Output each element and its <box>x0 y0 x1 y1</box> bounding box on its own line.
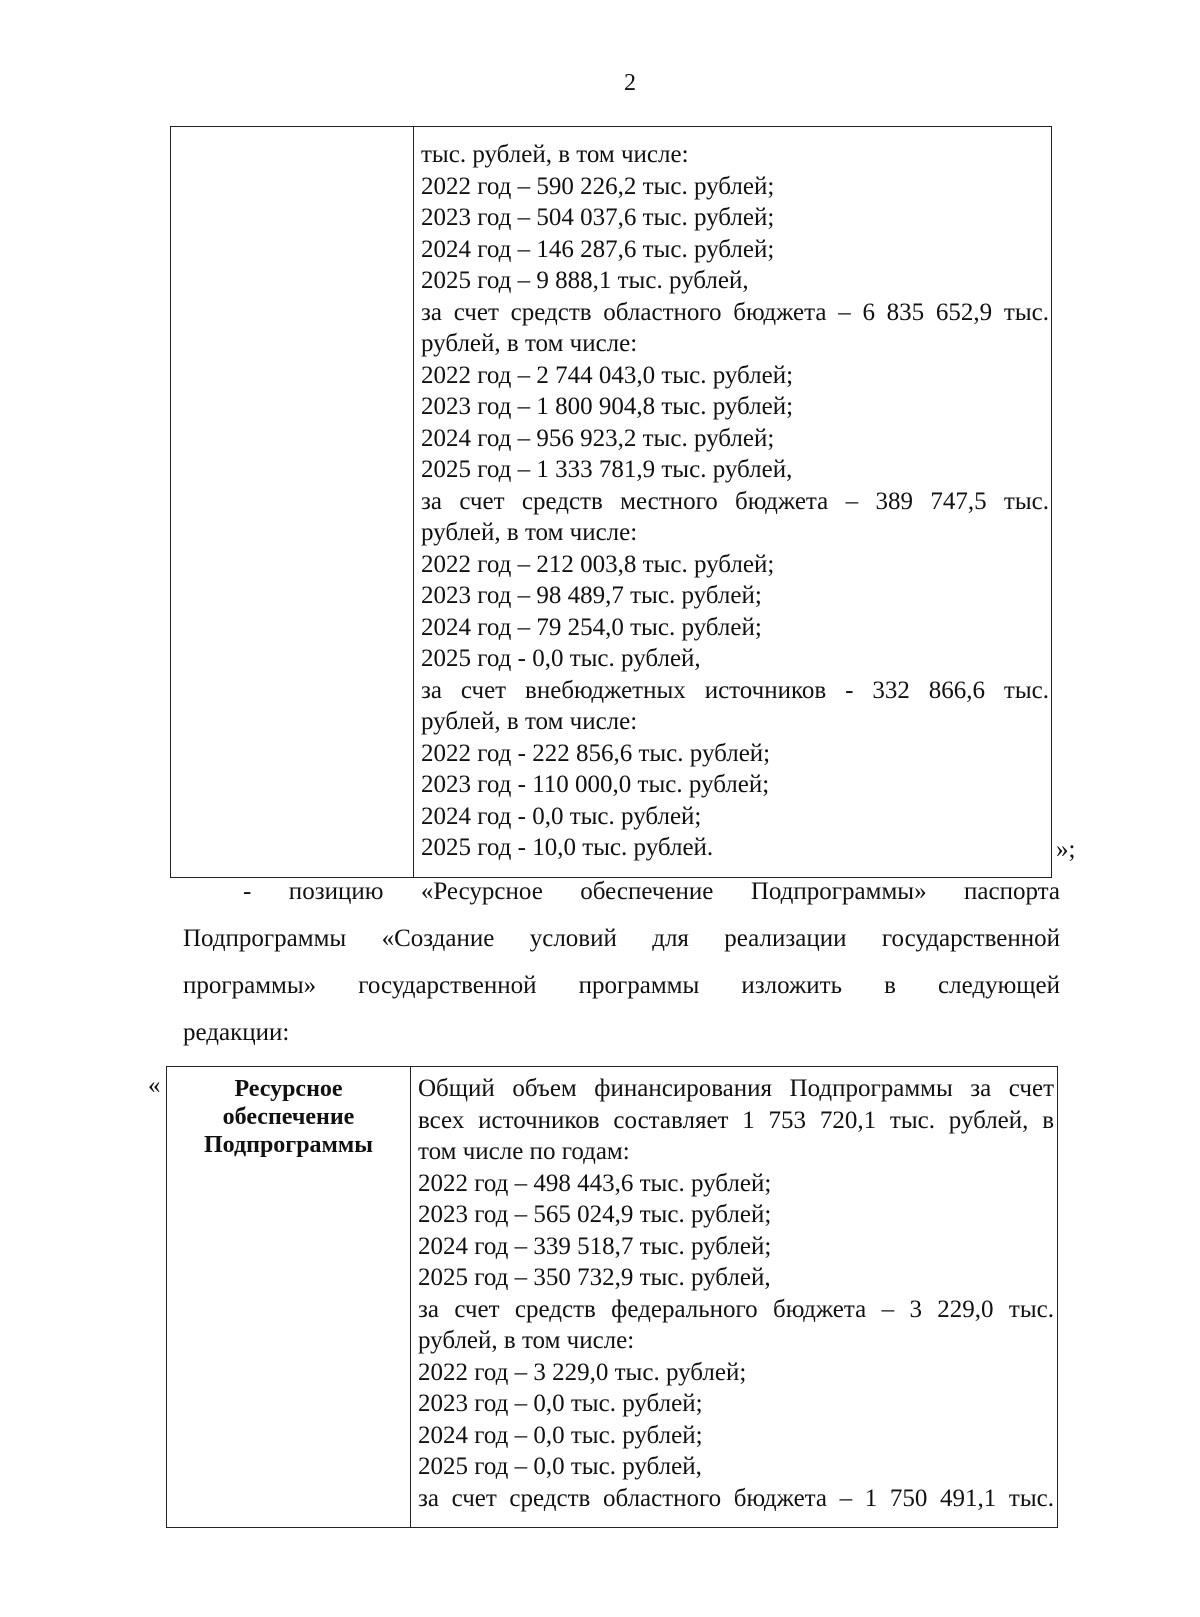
page-number: 2 <box>624 70 636 96</box>
table-line: всех источников составляет 1 753 720,1 тыс. рублей, в <box>418 1106 1054 1134</box>
paragraph-line: редакции: <box>183 1019 290 1046</box>
closing-quote: »; <box>1056 836 1076 863</box>
table-line: 2023 год – 565 024,9 тыс. рублей; <box>418 1201 772 1228</box>
table-line: 2025 год – 350 732,9 тыс. рублей, <box>418 1264 771 1291</box>
table-line: 2022 год – 498 443,6 тыс. рублей; <box>418 1169 772 1197</box>
table-line: 2024 год – 146 287,6 тыс. рублей; <box>421 235 775 263</box>
table-line: рублей, в том числе: <box>421 330 638 357</box>
table-line: за счет средств местного бюджета – 389 747,5 тыс. <box>421 487 1049 515</box>
row-label-line: Ресурсное <box>234 1076 343 1102</box>
table-line: за счет средств федерального бюджета – 3 229,0 тыс. <box>418 1295 1054 1323</box>
table-line: 2024 год – 339 518,7 тыс. рублей; <box>418 1232 772 1260</box>
paragraph-line: программы» государственной программы изложить в следующей <box>183 972 1060 999</box>
resource-table-continued <box>170 126 1052 878</box>
table-line: за счет средств областного бюджета – 6 835 652,9 тыс. <box>421 298 1049 326</box>
table-line: 2023 год – 0,0 тыс. рублей; <box>418 1390 703 1417</box>
table-line: за счет внебюджетных источников - 332 866,6 тыс. <box>421 676 1049 704</box>
paragraph-line: Подпрограммы «Создание условий для реализации государственной <box>183 925 1060 952</box>
table-line: рублей, в том числе: <box>421 519 638 546</box>
funding-details-cell <box>421 139 1049 864</box>
table-line: 2025 год – 9 888,1 тыс. рублей, <box>421 267 749 294</box>
instruction-paragraph <box>183 868 1060 1056</box>
table-line: 2023 год – 98 489,7 тыс. рублей; <box>421 582 762 609</box>
table-line: Общий объем финансирования Подпрограммы за счет <box>418 1075 1054 1102</box>
table-line: 2023 год - 110 000,0 тыс. рублей; <box>421 771 770 798</box>
table-line: 2022 год – 590 226,2 тыс. рублей; <box>421 172 775 200</box>
column-divider <box>413 127 414 877</box>
row-label-line: обеспечение <box>222 1104 355 1130</box>
table-line: 2022 год – 2 744 043,0 тыс. рублей; <box>421 361 794 389</box>
table-line: том числе по годам: <box>418 1138 630 1165</box>
table-line: 2022 год – 212 003,8 тыс. рублей; <box>421 550 775 578</box>
table-line: 2024 год – 956 923,2 тыс. рублей; <box>421 424 775 452</box>
table-line: 2025 год - 0,0 тыс. рублей, <box>421 645 701 672</box>
resource-table-new <box>166 1066 1058 1528</box>
table-line: 2025 год – 1 333 781,9 тыс. рублей, <box>421 456 793 483</box>
opening-quote: « <box>148 1072 161 1099</box>
table-line: тыс. рублей, в том числе: <box>421 141 689 168</box>
table-line: 2024 год – 79 254,0 тыс. рублей; <box>421 613 762 641</box>
table-line: 2023 год – 1 800 904,8 тыс. рублей; <box>421 393 794 420</box>
row-label-line: Подпрограммы <box>204 1132 373 1158</box>
table-line: 2025 год – 0,0 тыс. рублей, <box>418 1453 702 1480</box>
table-line: 2023 год – 504 037,6 тыс. рублей; <box>421 204 775 231</box>
row-label-cell <box>167 1075 410 1159</box>
table-line: 2024 год – 0,0 тыс. рублей; <box>418 1421 703 1449</box>
funding-details-cell <box>418 1073 1054 1514</box>
table-line: 2022 год - 222 856,6 тыс. рублей; <box>421 739 771 767</box>
paragraph-line: - позицию «Ресурсное обеспечение Подпрограммы» паспорта <box>243 878 1060 905</box>
column-divider <box>410 1067 411 1527</box>
table-line: 2025 год - 10,0 тыс. рублей. <box>421 834 714 861</box>
table-line: 2022 год – 3 229,0 тыс. рублей; <box>418 1358 747 1386</box>
table-line: рублей, в том числе: <box>418 1327 635 1354</box>
table-line: рублей, в том числе: <box>421 708 638 735</box>
table-line: 2024 год - 0,0 тыс. рублей; <box>421 802 702 830</box>
table-line: за счет средств областного бюджета – 1 750 491,1 тыс. <box>418 1484 1054 1512</box>
